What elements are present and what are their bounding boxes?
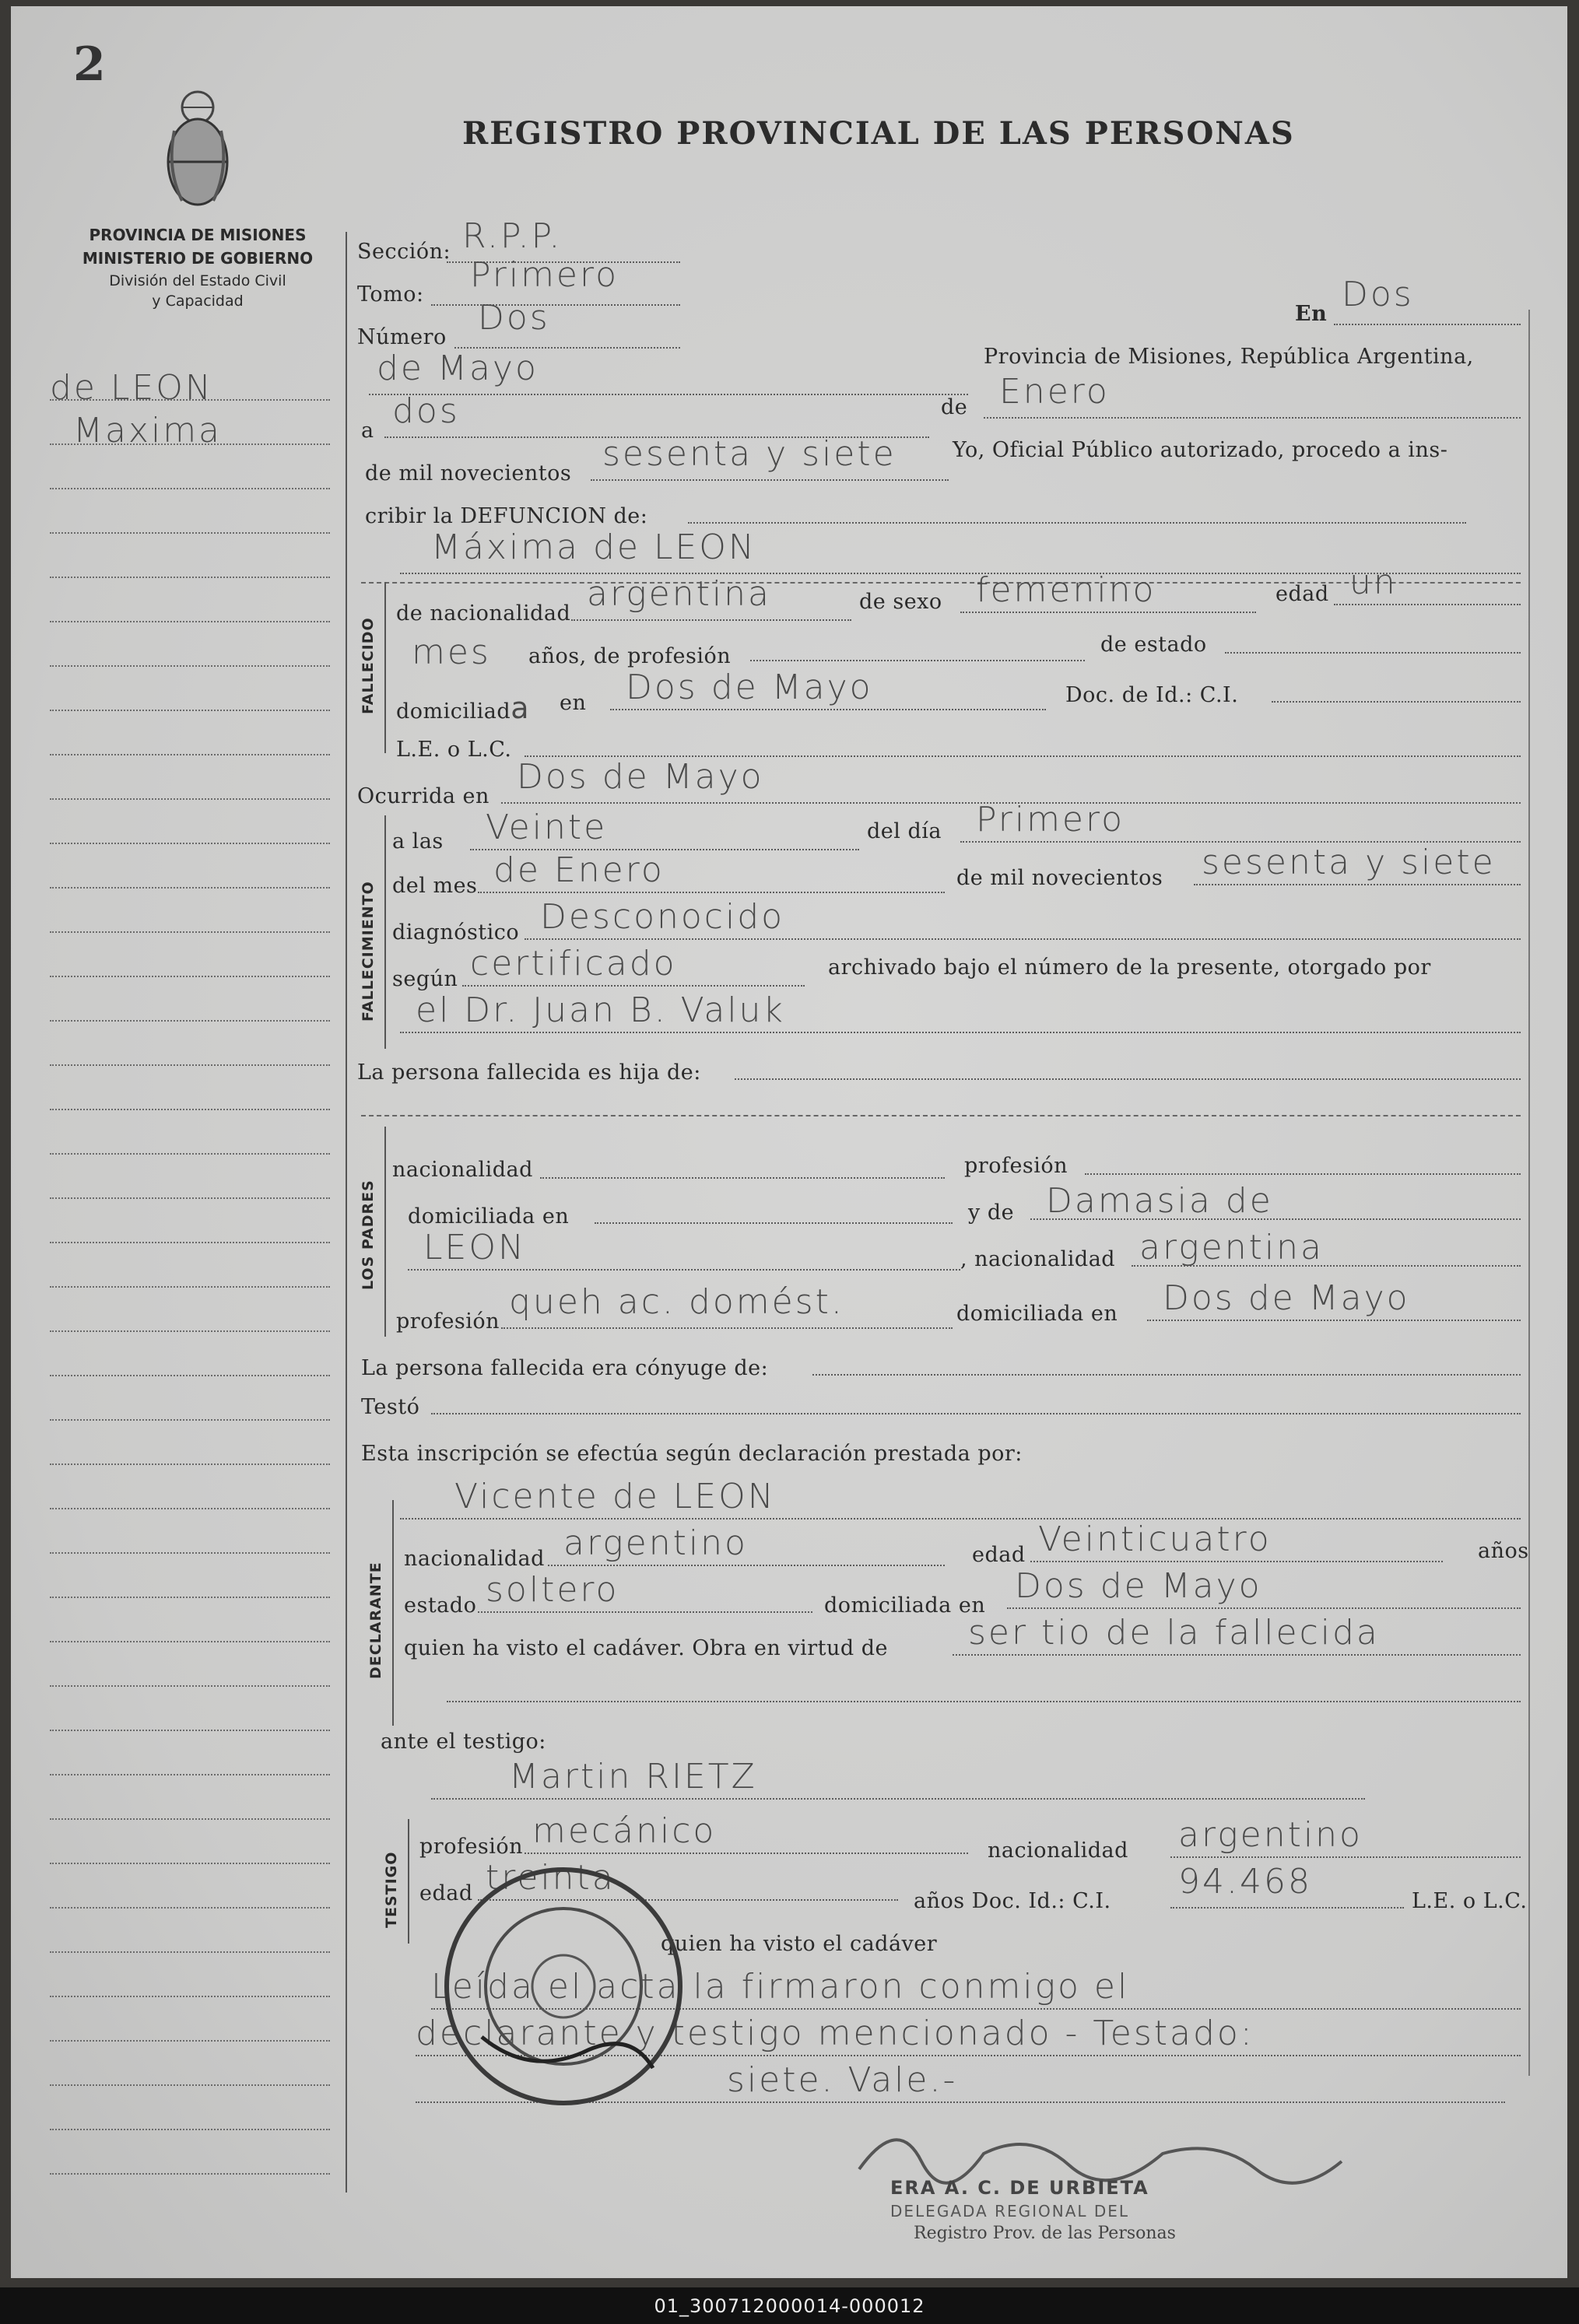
value-sexo: femenino [976, 570, 1156, 610]
label-domiciliada-en2: domiciliada en [956, 1302, 1118, 1326]
label-conyuge: La persona fallecida era cónyuge de: [361, 1356, 769, 1380]
label-edad: edad [1275, 582, 1329, 606]
value-edad: un [1349, 563, 1398, 602]
label-segun: según [392, 967, 458, 991]
official-role: DELEGADA REGIONAL DEL [890, 2202, 1130, 2221]
certificate-page [11, 6, 1567, 2278]
rule-testigo [408, 1819, 409, 1944]
label-declaracion: Esta inscripción se efectúa según declaración prestada por: [361, 1442, 1023, 1466]
line-profesion [750, 660, 1085, 661]
value-domicilio: Dos de Mayo [626, 668, 873, 707]
margin-guide-line [50, 1463, 330, 1465]
note-line1: Leída el acta la firmaron conmigo el [431, 1967, 1130, 2007]
value-mes-fall: de Enero [493, 850, 665, 890]
margin-guide-line [50, 1286, 330, 1288]
margin-guide-line [50, 1020, 330, 1022]
coat-of-arms-icon [159, 84, 237, 216]
value-tomo: Primero [470, 255, 619, 295]
line-d-edad [1030, 1561, 1443, 1562]
value-t-nac: argentino [1178, 1815, 1363, 1855]
margin-guide-line [50, 399, 330, 401]
label-t-anos-doc: años Doc. Id.: C.I. [914, 1889, 1111, 1913]
label-del-mes: del mes [392, 874, 478, 898]
label-seccion: Sección: [357, 240, 451, 264]
label-d-visto: quien ha visto el cadáver. Obra en virtud de [404, 1636, 889, 1660]
margin-guide-line [50, 1552, 330, 1554]
label-t-edad: edad [419, 1881, 473, 1905]
label-del-dia: del día [867, 819, 942, 843]
value-declarante: Vicente de LEON [454, 1477, 776, 1516]
issuer-block [65, 226, 330, 310]
line-d-obra [953, 1654, 1521, 1656]
margin-guide-line [50, 976, 330, 977]
line-domicilio [610, 709, 1046, 710]
label-profesion2: profesión [396, 1309, 500, 1334]
value-d-obra: ser tio de la fallecida [968, 1613, 1380, 1653]
margin-guide-line [50, 1685, 330, 1687]
margin-guide-line [50, 2173, 330, 2175]
margin-guide-line [50, 488, 330, 489]
tag-fallecido: FALLECIDO [360, 617, 377, 714]
margin-guide-line [50, 1730, 330, 1731]
line-hija-de [735, 1078, 1521, 1080]
margin-guide-line [50, 443, 330, 445]
label-d-estado: estado [404, 1593, 477, 1618]
label-p-profesion: profesión [964, 1154, 1068, 1178]
label-anos-profesion: años, de profesión [528, 644, 732, 668]
line-p-domiciliada [595, 1222, 953, 1224]
label-provincia: Provincia de Misiones, República Argentina, [984, 345, 1474, 369]
label-ante-testigo: ante el testigo: [381, 1730, 546, 1754]
label-t-le-lc: L.E. o L.C. [1412, 1889, 1528, 1913]
line-nacionalidad [571, 619, 851, 621]
label-archivado: archivado bajo el número de la presente, otorgado por [828, 955, 1431, 980]
label-cribir: cribir la DEFUNCION de: [365, 504, 648, 528]
line-sexo [960, 612, 1256, 613]
line-t-ci [1170, 1907, 1404, 1909]
official-stamp-icon [435, 1858, 692, 2115]
label-nacionalidad2: , nacionalidad [960, 1247, 1116, 1271]
tag-fallecimiento: FALLECIMIENTO [360, 881, 377, 1022]
line-estado [1225, 652, 1521, 654]
label-sexo: de sexo [859, 590, 942, 614]
value-madre-dom: Dos de Mayo [1163, 1278, 1410, 1318]
value-t-prof: mecánico [532, 1811, 717, 1851]
scan-file-id: 01_300712000014-000012 [654, 2295, 925, 2317]
value-d-nac: argentino [563, 1523, 748, 1563]
value-mes: Enero [999, 372, 1110, 412]
margin-guide-line [50, 1907, 330, 1909]
label-en-domicilio: en [560, 691, 587, 715]
margin-guide-line [50, 710, 330, 711]
value-ocurrida: Dos de Mayo [517, 757, 764, 797]
scan-footer [0, 2287, 1579, 2324]
line-d-extra [447, 1701, 1521, 1702]
left-rule [346, 232, 347, 2193]
value-dia-fall: Primero [976, 800, 1125, 840]
label-hija-de: La persona fallecida es hija de: [357, 1060, 701, 1085]
label-testo: Testó [361, 1395, 420, 1419]
margin-guide-line [50, 887, 330, 889]
line-d-estado [478, 1611, 812, 1613]
label-p-domiciliada: domiciliada en [408, 1204, 570, 1229]
value-nacionalidad: argentina [587, 574, 771, 614]
line-anio [591, 479, 949, 481]
value-dia: dos [392, 391, 460, 431]
margin-guide-line [50, 1330, 330, 1332]
line-testigo [431, 1798, 1365, 1800]
line-t-nac [1170, 1856, 1521, 1858]
value-d-estado: soltero [486, 1570, 619, 1610]
label-yo: Yo, Oficial Público autorizado, procedo a ins- [953, 438, 1448, 462]
value-madre-nac: argentina [1139, 1228, 1324, 1267]
margin-guide-line [50, 1641, 330, 1642]
page-title: REGISTRO PROVINCIAL DE LAS PERSONAS [462, 115, 1295, 152]
line-edad [1334, 604, 1521, 605]
official-office: Registro Prov. de las Personas [914, 2224, 1176, 2243]
value-medico: el Dr. Juan B. Valuk [416, 990, 785, 1030]
line-testo [431, 1413, 1521, 1414]
value-diagnostico: Desconocido [540, 897, 785, 937]
value-t-edad: treinta [486, 1858, 616, 1898]
label-en: En [1295, 302, 1328, 326]
right-rule [1528, 310, 1530, 2076]
value-madre: Damasia de [1046, 1181, 1273, 1221]
value-en: Dos [1342, 275, 1414, 314]
label-a-las: a las [392, 829, 444, 854]
line-madre-prof [501, 1327, 953, 1329]
issuer-province: PROVINCIA DE MISIONES [89, 226, 307, 244]
line-p-nacionalidad [540, 1177, 945, 1179]
margin-guide-line [50, 1951, 330, 1953]
rule-padres [384, 1127, 386, 1337]
margin-guide-line [50, 2040, 330, 2042]
line-d-nac [548, 1565, 945, 1566]
margin-guide-line [50, 2084, 330, 2086]
value-nombre: Máxima de LEON [431, 528, 756, 567]
official-name: ERA A. C. DE URBIETA [890, 2177, 1149, 2199]
margin-guide-line [50, 798, 330, 800]
label-t-nacionalidad: nacionalidad [988, 1839, 1128, 1863]
rule-declarante [392, 1500, 394, 1726]
line-mes [984, 417, 1521, 419]
label-p-nacionalidad: nacionalidad [392, 1158, 533, 1182]
rule-fallecido-top [361, 582, 1521, 584]
margin-guide-line [50, 931, 330, 933]
label-a: a [361, 419, 374, 443]
margin-guide-line [50, 1153, 330, 1155]
issuer-ministry: MINISTERIO DE GOBIERNO [82, 249, 314, 268]
line-declarante [400, 1518, 1521, 1520]
margin-guide-line [50, 621, 330, 622]
value-lugar: de Mayo [377, 349, 539, 388]
label-y-de: y de [968, 1201, 1015, 1225]
line-madre-nac [1132, 1265, 1521, 1267]
line-madre [1030, 1218, 1521, 1220]
line-anio-fall [1194, 884, 1521, 885]
value-numero: Dos [478, 298, 550, 338]
note-line2: declarante y testigo mencionado - Testado: [416, 2014, 1254, 2053]
value-segun: certificado [470, 944, 677, 983]
tag-declarante: DECLARANTE [367, 1562, 384, 1679]
margin-guide-line [50, 1774, 330, 1775]
tag-testigo: TESTIGO [383, 1851, 400, 1928]
margin-guide-line [50, 843, 330, 844]
value-t-ci: 94.468 [1178, 1862, 1312, 1902]
label-de-mil2: de mil novecientos [956, 866, 1163, 890]
value-d-dom: Dos de Mayo [1015, 1566, 1262, 1606]
label-de-mil: de mil novecientos [365, 461, 572, 485]
margin-guide-line [50, 665, 330, 667]
margin-guide-line [50, 754, 330, 755]
margin-guide-line [50, 1419, 330, 1421]
label-de-estado: de estado [1100, 633, 1207, 657]
label-nacionalidad: de nacionalidad [396, 601, 571, 626]
margin-guide-line [50, 1375, 330, 1376]
margin-guide-line [50, 1242, 330, 1243]
value-anio: sesenta y siete [602, 434, 897, 474]
label-tomo: Tomo: [357, 282, 424, 307]
rule-padres-top [361, 1115, 1521, 1116]
label-t-profesion: profesión [419, 1835, 524, 1859]
tag-padres: LOS PADRES [360, 1180, 377, 1290]
label-le-lc: L.E. o L.C. [396, 738, 512, 762]
label-domiciliad: domiciliada [396, 691, 529, 725]
note-line3: siete. Vale.- [727, 2060, 958, 2100]
label-d-nacionalidad: nacionalidad [404, 1547, 545, 1571]
margin-guide-line [50, 1064, 330, 1066]
margin-guide-line [50, 1508, 330, 1509]
line-d-dom [1007, 1607, 1521, 1609]
margin-guide-line [50, 532, 330, 534]
page-number: 2 [73, 37, 106, 92]
line-medico [400, 1032, 1521, 1033]
label-diagnostico: diagnóstico [392, 920, 520, 945]
value-d-edad: Veinticuatro [1038, 1520, 1272, 1559]
value-testigo: Martin RIETZ [509, 1757, 757, 1796]
label-doc-id: Doc. de Id.: C.I. [1065, 683, 1239, 707]
label-de: de [941, 395, 968, 419]
margin-guide-line [50, 1818, 330, 1820]
line-tomo [431, 304, 680, 306]
line-conyuge [812, 1374, 1521, 1376]
line-p-profesion [1085, 1173, 1521, 1175]
margin-guide-line [50, 1197, 330, 1199]
value-anio-fall: sesenta y siete [1202, 843, 1496, 882]
issuer-division: División del Estado Civil [109, 272, 286, 289]
label-d-edad: edad [972, 1543, 1026, 1567]
margin-guide-line [50, 1597, 330, 1598]
label-ocurrida: Ocurrida en [357, 784, 489, 808]
line-doc-id [1272, 701, 1521, 703]
rule-fallecimiento [384, 815, 386, 1049]
line-madre-dom [1147, 1320, 1521, 1321]
value-madre2: LEON [423, 1228, 526, 1267]
margin-surname: de LEON [50, 368, 213, 408]
rule-fallecido [384, 582, 386, 753]
margin-guide-line [50, 1996, 330, 1997]
issuer-capacity: y Capacidad [152, 293, 244, 310]
value-seccion: R.P.P. [462, 216, 563, 256]
label-d-domiciliada: domiciliada en [824, 1593, 986, 1618]
line-diagnostico [525, 938, 1521, 940]
line-t-prof [525, 1853, 968, 1854]
margin-guide-line [50, 577, 330, 578]
value-edad-unidad: mes [412, 633, 491, 672]
label-t-visto: quien ha visto el cadáver [661, 1932, 938, 1956]
margin-given-name: Maxima [73, 411, 223, 450]
value-madre-prof: queh ac. domést. [509, 1282, 844, 1322]
margin-guide-line [50, 1863, 330, 1864]
line-madre2 [408, 1269, 960, 1271]
line-en [1334, 324, 1521, 325]
margin-guide-line [50, 1109, 330, 1110]
margin-guide-line [50, 2129, 330, 2130]
line-segun [462, 985, 805, 987]
line-cribir [688, 522, 1466, 524]
value-hora: Veinte [486, 808, 608, 847]
line-mes-fall [478, 892, 945, 893]
label-d-anos: años [1478, 1539, 1529, 1563]
label-numero: Número [357, 325, 447, 349]
